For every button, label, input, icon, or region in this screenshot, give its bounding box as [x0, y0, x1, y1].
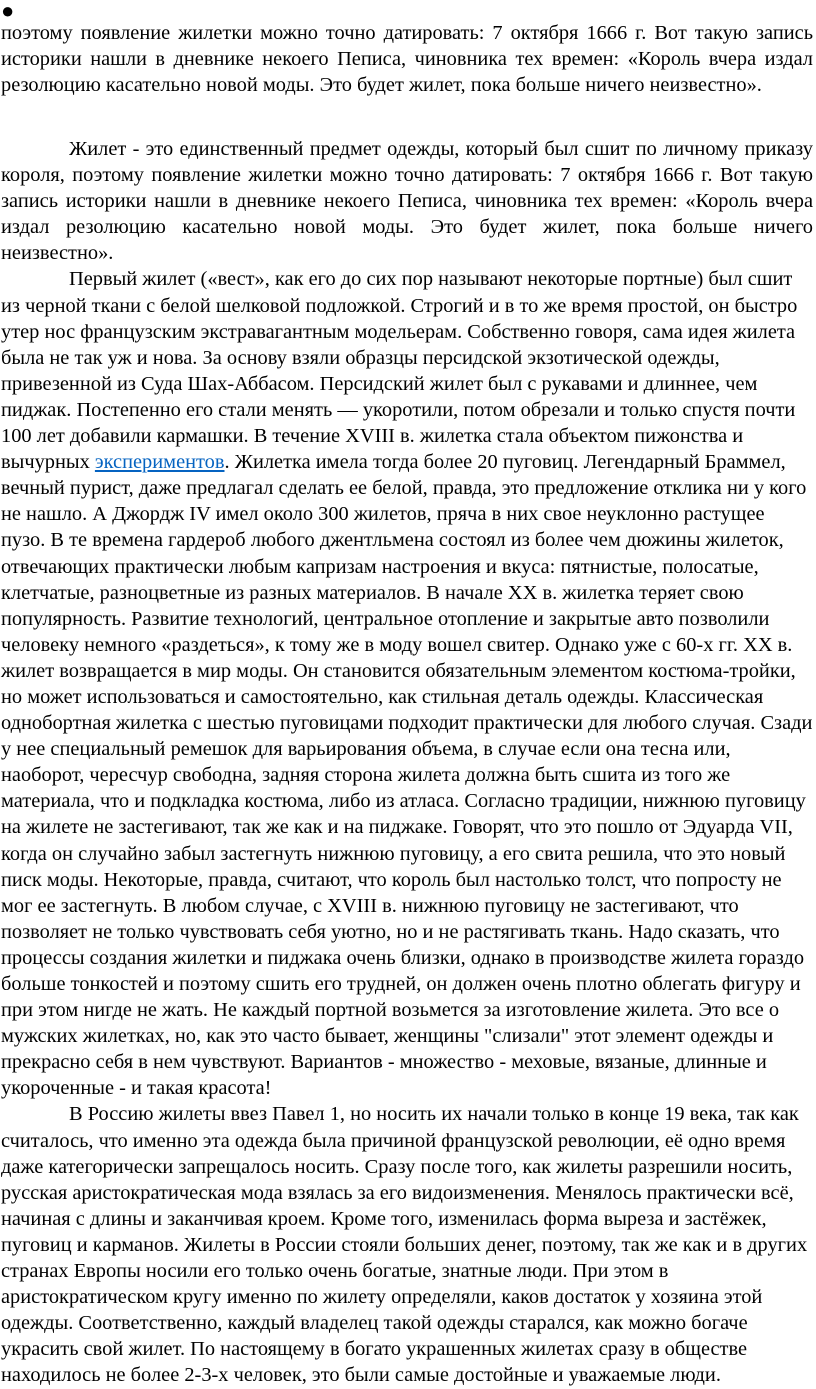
document-body [1, 136, 813, 1389]
bullet-paragraph: поэтому появление жилетки можно точно датировать: 7 октября 1666 г. Вот такую запись историки нашли в дневнике некоего Пеписа, чиновника тех времен: «Король вчера издал резолюцию касательно новой моды. Это будет жилет, пока больше ничего неизвестно». [1, 22, 813, 97]
paragraph-history [1, 266, 813, 1101]
paragraph-russia: В Россию жилеты ввез Павел 1, но носить их начали только в конце 19 века, так как считалось, что именно эта одежда была причиной французской революции, её одно время даже категорически запрещалось носить. Сразу после того, как жилеты разрешили носить, русская аристократическая мода взялась за его видоизменения. Менялось практически всё, начиная с длины и заканчивая кроем. Кроме того, изменилась форма выреза и застёжек, пуговиц и карманов. Жилеты в России стояли больших денег, поэтому, так же как и в других странах Европы носили его только очень богатые, знатные люди. При этом в аристократическом кругу именно по жилету определяли, каков достаток у хозяина этой одежды. Соответственно, каждый владелец такой одежды старался, как можно богаче украсить свой жилет. По настоящему в богато украшенных жилетах сразу в обществе находилось не более 2-3-х человек, это были самые достойные и уважаемые люди. [1, 1103, 808, 1387]
experiments-link[interactable]: экспериментов [94, 451, 225, 474]
paragraph-history-text-end: . Жилетка имела тогда более 20 пуговиц. Легендарный Браммел, вечный пурист, даже предлагал сделать ее белой, правда, это предложение отклика ни у кого не нашло. А Джордж IV имел около 300 жилетов, пряча в них свое неуклонно растущее пузо. В те времена гардероб любого джентльмена состоял из более чем дюжины жилеток, отвечающих практически любым капризам настроения и вкуса: пятнистые, полосатые, клетчатые, разноцветные из разных материалов. В начале XX в. жилетка теряет свою популярность. Развитие технологий, центральное отопление и закрытые авто позволили человеку немного «раздеться», к тому же в моду вошел свитер. Однако уже с 60-х гг. XX в. жилет возвращается в мир моды. Он становится обязательным элементом костюма-тройки, но может использоваться и самостоятельно, как стильная деталь одежды. Классическая однобортная жилетка с шестью пуговицами подходит практически для любого случая. Сзади у нее специальный ремешок для варьирования объема, в случае если она тесна или, наоборот, чересчур свободна, задняя сторона жилета должна быть сшита из того же материала, что и подкладка костюма, либо из атласа. Согласно традиции, нижнюю пуговицу на жилете не застегивают, так же как и на пиджаке. Говорят, что это пошло от Эдуарда VII, когда он случайно забыл застегнуть нижнюю пуговицу, а его свита решила, что это новый писк моды. Некоторые, правда, считают, что король был настолько толст, что попросту не мог ее застегнуть. В любом случае, с XVIII в. нижнюю пуговицу не застегивают, что позволяет не только чувствовать себя уютно, но и не растягивать ткань. Надо сказать, что процессы создания жилетки и пиджака очень близки, однако в производстве жилета гораздо больше тонкостей и поэтому сшить его трудней, он должен очень плотно облегать фигуру и при этом нигде не жать. Не каждый портной возьмется за изготовление жилета. Это все о мужских жилетках, но, как это часто бывает, женщины "слизали" этот элемент одежды и прекрасно себя в нем чувствуют. Вариантов - множество - меховые, вязаные, длинные и укороченные - и такая красота! [1, 451, 813, 1100]
paragraph-history-text-start: Первый жилет («вест», как его до сих пор называют некоторые портные) был сшит из черной ткани с белой шелковой подложкой. Строгий и в то же время простой, он быстро утер нос французским экстравагантным модельерам. Собственно говоря, сама идея жилета была не так уж и нова. За основу взяли образцы персидской экзотической одежды, привезенной из Суда Шах-Аббасом. Персидский жилет был с рукавами и длиннее, чем пиджак. Постепенно его стали менять — укоротили, потом обрезали и только спустя почти 100 лет добавили кармашки. В течение XVIII в. жилетка стала объектом пижонства и вычурных [1, 268, 798, 474]
bullet-icon: ● [1, 0, 15, 23]
paragraph-intro: Жилет - это единственный предмет одежды, который был сшит по личному приказу короля, поэтому появление жилетки можно точно датировать: 7 октября 1666 г. Вот такую запись историки нашли в дневнике некоего Пеписа, чиновника тех времен: «Король вчера издал резолюцию касательно новой моды. Это будет жилет, пока больше ничего неизвестно». [1, 138, 813, 265]
